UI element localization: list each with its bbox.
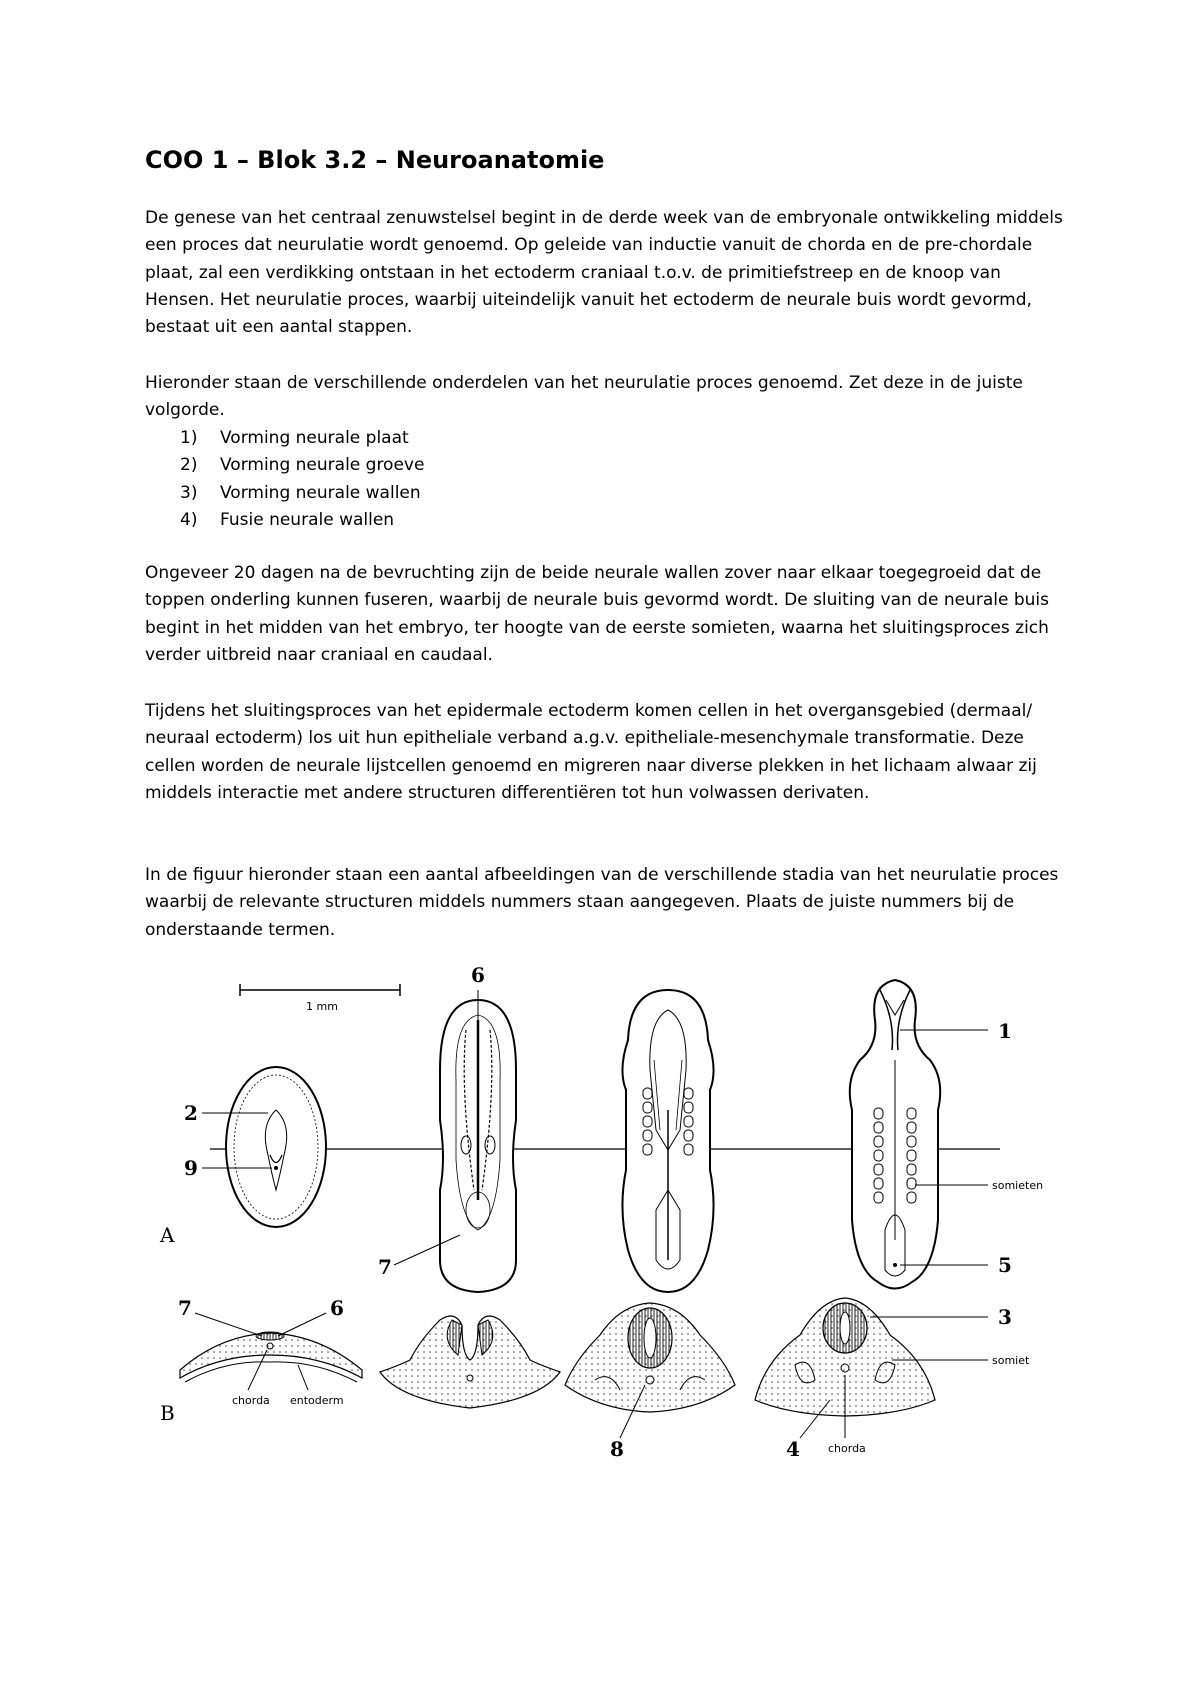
panel-b-letter: B [160,1401,175,1425]
embryo-stage-4 [850,980,940,1289]
label-chorda-b4: chorda [828,1442,866,1455]
list-item [145,507,424,534]
neurulation-illustration [140,960,1080,1480]
embryo-stage-1 [226,1067,326,1227]
cross-section-1 [160,1296,362,1425]
paragraph-instruction: Hieronder staan de verschillende onderdelen van het neurulatie proces genoemd. Zet deze in de juiste volgorde. [145,373,1023,421]
cross-section-2 [380,1316,560,1408]
paragraph-fusion: Ongeveer 20 dagen na de bevruchting zijn de beide neurale wallen zover naar elkaar toegegroeid dat de toppen onderling kunnen fuseren, waarbij de neurale buis gevormd wordt. De sluiting van de neurale buis begint in het midden van het embryo, ter hoogte van de eerste somieten, waarna het sluitingsproces zich verder uitbreid naar craniaal en caudaal. [145,563,1049,665]
scale-label: 1 mm [306,1000,338,1013]
paragraph-figure-instruction: In de figuur hieronder staan een aantal afbeeldingen van de verschillende stadia van het neurulatie proces waarbij de relevante structuren middels nummers staan aangegeven. Plaats de juiste nummers bij de onderstaande termen. [145,865,1059,940]
list-item-number: 2) [180,455,198,476]
list-item [145,425,424,452]
cross-section-3 [565,1303,735,1461]
list-item-text: Vorming neurale groeve [220,455,425,476]
label-1: 1 [998,1019,1012,1043]
label-4: 4 [786,1437,800,1461]
paragraph-intro: De genese van het centraal zenuwstelsel begint in de derde week van de embryonale ontwikkeling middels een proces dat neurulatie wordt genoemd. Op geleide van inductie vanuit de chorda en de pre-chordale plaat, zal een verdikking ontstaan in het ectoderm craniaal t.o.v. de primitiefstreep en de knoop van Hensen. Het neurulatie proces, waarbij uiteindelijk vanuit het ectoderm de neurale buis wordt gevormd, bestaat uit een aantal stappen. [145,208,1063,338]
list-item-text: Fusie neurale wallen [220,509,395,530]
label-7-bottom: 7 [178,1296,192,1320]
paragraph-neural-crest: Tijdens het sluitingsproces van het epidermale ectoderm komen cellen in het overgansgebied (dermaal/ neuraal ectoderm) los uit hun epitheliale verband a.g.v. epitheliale-mesenchymale transformatie. Deze cellen worden de neurale lijstcellen genoemd en migreren naar diverse plekken in het lichaam alwaar zij middels interactie met andere structuren differentiëren tot hun volwassen derivaten. [145,701,1037,803]
label-chorda-b1: chorda [232,1394,270,1407]
document-title: COO 1 – Blok 3.2 – Neuroanatomie [145,146,605,174]
panel-a-letter: A [160,1223,175,1247]
list-item-text: Vorming neurale plaat [220,428,409,448]
embryo-stage-2 [440,1000,516,1292]
label-9: 9 [184,1156,198,1180]
label-8: 8 [610,1437,624,1461]
label-6-top: 6 [471,963,485,987]
list-item-number: 4) [180,509,198,530]
label-3: 3 [998,1305,1012,1329]
ordering-list [145,425,424,534]
label-2: 2 [184,1101,198,1125]
list-item [145,452,424,479]
list-item-text: Vorming neurale wallen [220,482,421,503]
list-item-number: 1) [180,428,198,448]
label-somieten: somieten [992,1179,1044,1192]
label-5: 5 [998,1253,1012,1277]
label-7-top: 7 [378,1255,392,1279]
label-6-bottom: 6 [330,1296,344,1320]
label-entoderm: entoderm [290,1394,344,1407]
embryo-stage-3 [622,990,713,1292]
scale-bar [240,984,400,1013]
label-somiet: somiet [992,1354,1030,1367]
list-item-number: 3) [180,482,198,503]
list-item [145,480,424,507]
neurulation-figure [140,960,1080,1480]
cross-section-4 [755,1298,1030,1461]
